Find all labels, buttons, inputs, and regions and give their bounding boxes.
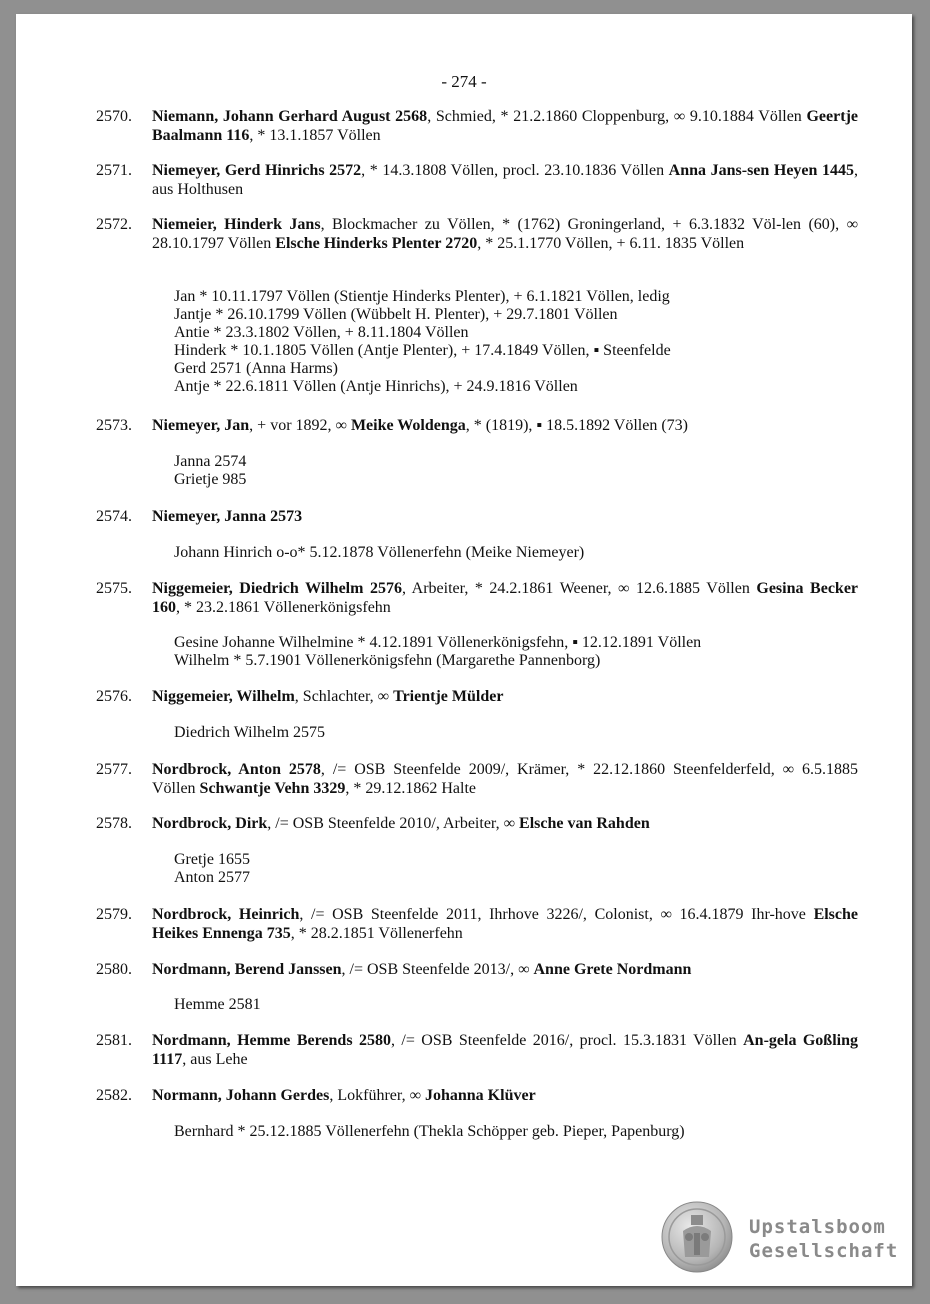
entry-text: Nordbrock, Heinrich, /= OSB Steenfelde 2011, Ihrhove 3226/, Colonist, ∞ 16.4.1879 Ihr-hove Elsche Heikes Ennenga 735, * 28.2.1851 Völlenerfehn [152,906,859,942]
child-line: Diedrich Wilhelm 2575 [174,724,326,741]
entry-number: 2578. [96,815,132,832]
entry-number: 2580. [96,961,132,978]
publisher-logo [661,1201,901,1281]
entry-number: 2574. [96,508,132,525]
entry-number: 2581. [96,1032,132,1049]
child-line: Antje * 22.6.1811 Völlen (Antje Hinrichs), + 24.9.1816 Völlen [174,378,578,395]
children-list [174,996,261,1014]
page-number: - 274 - [441,72,487,91]
child-line: Janna 2574 [174,453,247,470]
child-line: Gesine Johanne Wilhelmine * 4.12.1891 Völlenerkönigsfehn, ▪ 12.12.1891 Völlen [174,634,702,651]
children-list [174,851,250,887]
child-line: Gerd 2571 (Anna Harms) [174,360,338,377]
entry-number: 2573. [96,417,132,434]
child-line: Bernhard * 25.12.1885 Völlenerfehn (Thekla Schöpper geb. Pieper, Papenburg) [174,1123,685,1140]
children-list [174,453,246,489]
entry-text: Normann, Johann Gerdes, Lokführer, ∞ Johanna Klüver [152,1087,536,1104]
children-list [174,1123,685,1141]
entry-number: 2579. [96,906,132,923]
entry-text: Nordmann, Berend Janssen, /= OSB Steenfelde 2013/, ∞ Anne Grete Nordmann [152,961,692,978]
entry-number: 2572. [96,216,132,233]
logo-line-2: Gesellschaft [749,1240,899,1262]
entry-text: Niemeyer, Janna 2573 [152,508,303,525]
entry-text: Niggemeier, Diedrich Wilhelm 2576, Arbeiter, * 24.2.1861 Weener, ∞ 12.6.1885 Völlen Gesina Becker 160, * 23.2.1861 Völlenerkönigsfehn [152,580,859,616]
child-line: Hemme 2581 [174,996,261,1013]
child-line: Anton 2577 [174,869,250,886]
entry-number: 2571. [96,162,132,179]
child-line: Hinderk * 10.1.1805 Völlen (Antje Plenter), + 17.4.1849 Völlen, ▪ Steenfelde [174,342,671,359]
entry-number: 2576. [96,688,132,705]
entry-text: Niggemeier, Wilhelm, Schlachter, ∞ Trientje Mülder [152,688,504,705]
children-list [174,544,584,562]
child-line: Jan * 10.11.1797 Völlen (Stientje Hinderks Plenter), + 6.1.1821 Völlen, ledig [174,288,670,305]
children-list [174,724,325,742]
entry-text: Niemeier, Hinderk Jans, Blockmacher zu Völlen, * (1762) Groningerland, + 6.3.1832 Völ-len (60), ∞ 28.10.1797 Völlen Elsche Hinderks Plenter 2720, * 25.1.1770 Völlen, + 6.11. 1835 Völlen [152,216,858,252]
logo-text [749,1215,898,1263]
child-line: Gretje 1655 [174,851,250,868]
entry-number: 2582. [96,1087,132,1104]
document-page [16,14,912,1286]
child-line: Jantje * 26.10.1799 Völlen (Wübbelt H. Plenter), + 29.7.1801 Völlen [174,306,618,323]
entry-text: Niemann, Johann Gerhard August 2568, Schmied, * 21.2.1860 Cloppenburg, ∞ 9.10.1884 Völlen Geertje Baalmann 116, * 13.1.1857 Völlen [152,108,858,144]
entry-text: Nordmann, Hemme Berends 2580, /= OSB Steenfelde 2016/, procl. 15.3.1831 Völlen An-gela Goßling 1117, aus Lehe [152,1032,858,1068]
entry-text: Nordbrock, Dirk, /= OSB Steenfelde 2010/, Arbeiter, ∞ Elsche van Rahden [152,815,650,832]
child-line: Wilhelm * 5.7.1901 Völlenerkönigsfehn (Margarethe Pannenborg) [174,652,601,669]
entry-number: 2577. [96,761,132,778]
child-line: Johann Hinrich o-o* 5.12.1878 Völlenerfehn (Meike Niemeyer) [174,544,585,561]
logo-line-1: Upstalsboom [749,1216,886,1238]
child-line: Grietje 985 [174,471,247,488]
child-line: Antie * 23.3.1802 Völlen, + 8.11.1804 Völlen [174,324,469,341]
entry-number: 2570. [96,108,132,125]
children-list [174,288,671,396]
entry-text: Nordbrock, Anton 2578, /= OSB Steenfelde 2009/, Krämer, * 22.12.1860 Steenfelderfeld, ∞ 6.5.1885 Völlen Schwantje Vehn 3329, * 29.12.1862 Halte [152,761,858,797]
entry-number: 2575. [96,580,132,597]
entry-text: Niemeyer, Gerd Hinrichs 2572, * 14.3.1808 Völlen, procl. 23.10.1836 Völlen Anna Jans-sen Heyen 1445, aus Holthusen [152,162,859,198]
children-list [174,634,701,670]
entry-text: Niemeyer, Jan, + vor 1892, ∞ Meike Woldenga, * (1819), ▪ 18.5.1892 Völlen (73) [152,417,689,434]
seal-icon [661,1201,733,1273]
